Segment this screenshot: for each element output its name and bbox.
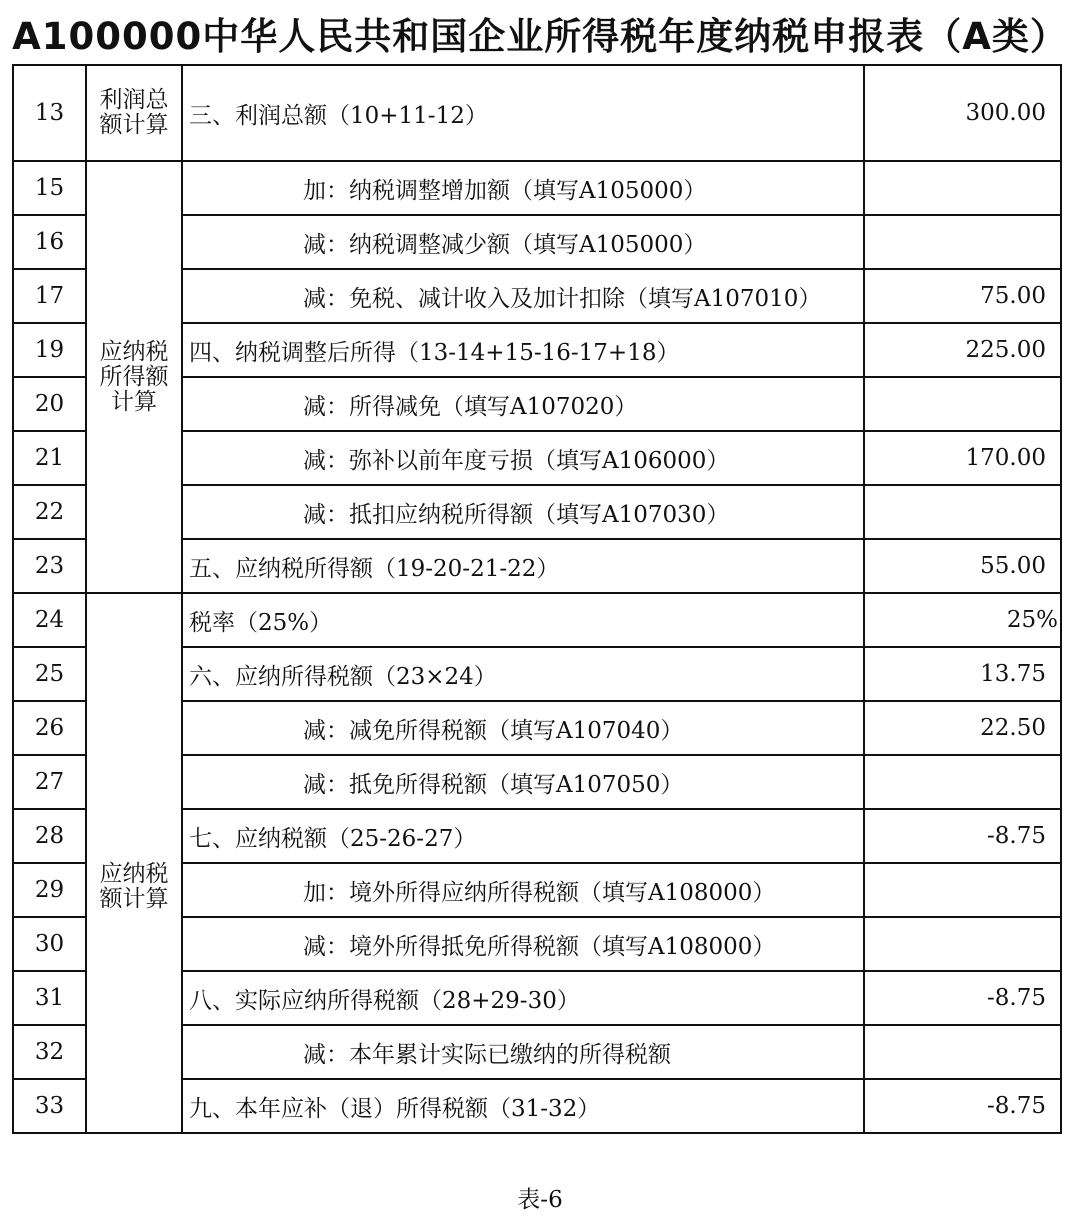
amount-cell: -8.75 [864, 971, 1061, 1025]
row-number: 16 [13, 215, 86, 269]
category-tax-payable [86, 593, 182, 1133]
amount-cell: 13.75 [864, 647, 1061, 701]
row-number: 19 [13, 323, 86, 377]
item-label: 八、实际应纳所得税额（28+29-30） [182, 971, 864, 1025]
item-label: 减：弥补以前年度亏损（填写A106000） [182, 431, 864, 485]
table-caption: 表-6 [517, 1187, 563, 1213]
amount-cell: -8.75 [864, 1079, 1061, 1133]
row-number: 29 [13, 863, 86, 917]
item-label: 五、应纳税所得额（19-20-21-22） [182, 539, 864, 593]
amount-cell [864, 755, 1061, 809]
row-number: 25 [13, 647, 86, 701]
amount-cell: -8.75 [864, 809, 1061, 863]
table-row [13, 161, 1061, 215]
row-number: 20 [13, 377, 86, 431]
category-label: 额计算 [99, 112, 169, 138]
item-label: 七、应纳税额（25-26-27） [182, 809, 864, 863]
category-label: 计算 [111, 388, 157, 415]
item-label: 减：纳税调整减少额（填写A105000） [182, 215, 864, 269]
row-number: 30 [13, 917, 86, 971]
amount-cell [864, 863, 1061, 917]
row-number: 32 [13, 1025, 86, 1079]
category-taxable-income [86, 161, 182, 593]
item-label: 减：抵扣应纳税所得额（填写A107030） [182, 485, 864, 539]
amount-cell: 75.00 [864, 269, 1061, 323]
amount-cell: 300.00 [864, 65, 1061, 161]
item-label: 六、应纳所得税额（23×24） [182, 647, 864, 701]
amount-cell: 55.00 [864, 539, 1061, 593]
form-title: A100000中华人民共和国企业所得税年度纳税申报表（A类） [12, 15, 1068, 58]
row-number: 23 [13, 539, 86, 593]
item-label: 加：纳税调整增加额（填写A105000） [182, 161, 864, 215]
amount-cell [864, 1025, 1061, 1079]
item-label: 四、纳税调整后所得（13-14+15-16-17+18） [182, 323, 864, 377]
item-label: 税率（25%） [182, 593, 864, 647]
item-label: 三、利润总额（10+11-12） [182, 65, 864, 161]
category-profit-total [86, 65, 182, 161]
item-label: 减：本年累计实际已缴纳的所得税额 [182, 1025, 864, 1079]
item-label: 减：抵免所得税额（填写A107050） [182, 755, 864, 809]
category-label: 应纳税 [99, 861, 169, 887]
row-number: 17 [13, 269, 86, 323]
row-number: 27 [13, 755, 86, 809]
item-label: 九、本年应补（退）所得税额（31-32） [182, 1079, 864, 1133]
category-label: 额计算 [99, 886, 169, 912]
category-label: 利润总 [99, 87, 169, 113]
tax-return-table [12, 64, 1062, 1134]
amount-cell [864, 485, 1061, 539]
amount-cell: 22.50 [864, 701, 1061, 755]
item-label: 减：境外所得抵免所得税额（填写A108000） [182, 917, 864, 971]
amount-cell: 170.00 [864, 431, 1061, 485]
row-number: 26 [13, 701, 86, 755]
row-number: 22 [13, 485, 86, 539]
row-number: 15 [13, 161, 86, 215]
amount-cell [864, 215, 1061, 269]
amount-cell [864, 917, 1061, 971]
row-number: 28 [13, 809, 86, 863]
table-row [13, 65, 1061, 161]
row-number: 13 [13, 65, 86, 161]
amount-cell [864, 377, 1061, 431]
row-number: 24 [13, 593, 86, 647]
category-label: 所得额 [99, 363, 169, 390]
item-label: 加：境外所得应纳所得税额（填写A108000） [182, 863, 864, 917]
category-label: 应纳税 [99, 338, 169, 365]
amount-cell: 225.00 [864, 323, 1061, 377]
row-number: 31 [13, 971, 86, 1025]
item-label: 减：减免所得税额（填写A107040） [182, 701, 864, 755]
row-number: 21 [13, 431, 86, 485]
amount-cell [864, 161, 1061, 215]
table-row [13, 593, 1061, 647]
item-label: 减：免税、减计收入及加计扣除（填写A107010） [182, 269, 864, 323]
item-label: 减：所得减免（填写A107020） [182, 377, 864, 431]
amount-cell: 25% [864, 593, 1061, 647]
row-number: 33 [13, 1079, 86, 1133]
